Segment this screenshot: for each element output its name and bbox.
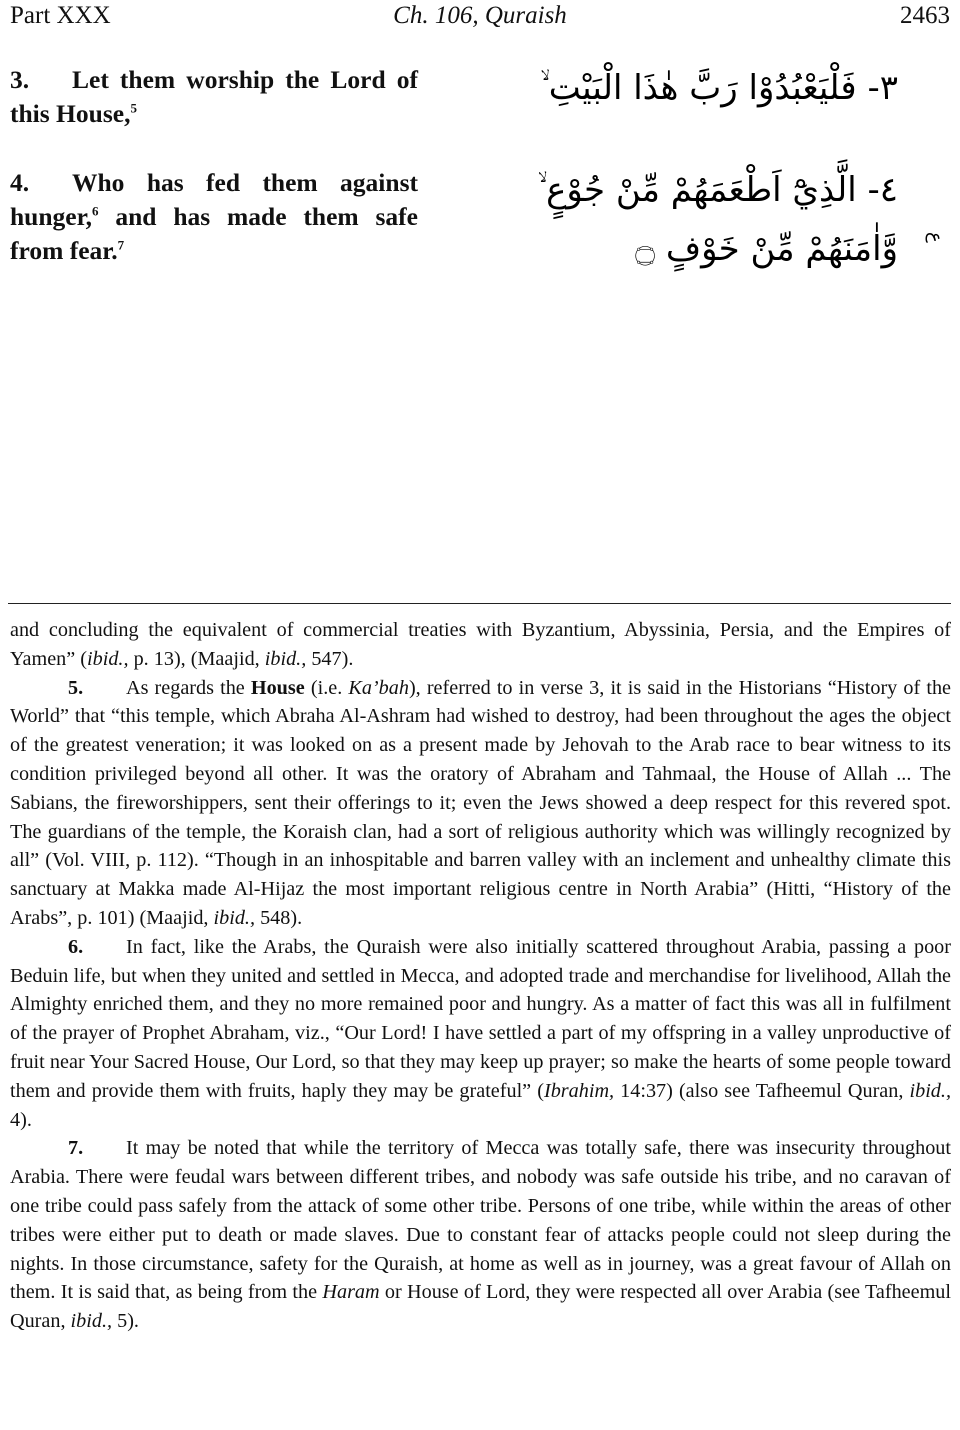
text: 4). — [10, 1108, 32, 1131]
verse-4-translation — [10, 166, 418, 268]
footnote-divider — [8, 603, 951, 604]
text: (i.e. — [304, 676, 349, 699]
text: House — [250, 676, 305, 699]
footnote-number: 6. — [68, 935, 84, 958]
footnote-ref: 7 — [117, 237, 125, 253]
text: ibid., — [264, 647, 307, 670]
text: ibid., — [213, 906, 256, 929]
text: Ibrahim, — [543, 1079, 615, 1102]
text: ibid., — [87, 647, 129, 670]
verse-number: 3. — [10, 65, 30, 94]
text: 547). — [306, 647, 354, 670]
verse-text: Who has fed them against hunger, — [10, 168, 418, 231]
footnote-5 — [10, 674, 951, 933]
text: p. 13), (Maajid, — [128, 647, 265, 670]
verse-text: and has made them safe from fear. — [10, 202, 418, 265]
footnote-ref: 5 — [130, 100, 137, 116]
text: ibid., — [70, 1310, 113, 1333]
footnote-continuation — [10, 616, 951, 674]
part-label: Part XXX — [10, 2, 111, 29]
footnote-number: 5. — [68, 676, 84, 699]
text: ), referred to in verse 3, it is said in the Historians “History of the World” that “this temple, which Abraha Al-Ashram had wished to destroy, had been throughout the ages the object of the greatest veneration; it was looked on as a present made by Jehovah to the Arab race to bear witness to its condition privileged beyond all other. It was the oratory of Abraham and Tahmaal, the House of Allah ... The Sabians, the fireworshippers, sent their offerings to it; even the Jews showed a deep respect for this revered spot. The guardians of the temple, the Koraish clan, had a sort of religious authority which was willingly recognized by all” (Vol. VIII, p. 112). “Though in an inhospitable and barren valley with an inclement and unhealthy climate this sanctuary at Makka made Al-Hijaz the most important religious centre in North Arabia” (Hitti, “History of the Arabs”, p. 101) (Maajid, — [10, 676, 951, 929]
page-header — [10, 2, 950, 32]
arabic-verse-3: ٣- فَلْيَعْبُدُوْا رَبَّ هٰذَا الْبَيْتِ ۙ — [540, 68, 898, 108]
text: or House of Lord, they were respected all over Arabia (see Tafheemul Quran, — [10, 1281, 951, 1333]
text: Haram — [322, 1281, 380, 1304]
text: It may be noted that while the territory of Mecca was totally safe, there was insecurity throughout Arabia. There were feudal wars between different tribes, and nobody was safe outside his tribe, and no caravan of one tribe could pass safely from the attack of some other tribe. Persons of one tribe, while within the areas of other tribes were either put to death or made slaves. Due to constant fear of attacks people could not sleep during the nights. In those circumstance, safety for the Quraish, at home as well as in journey, was a great favour of Allah on them. It is said that, as being from the — [10, 1137, 951, 1304]
verse-3-translation — [10, 63, 418, 131]
footnote-6 — [10, 933, 951, 1135]
text: ibid., — [909, 1079, 951, 1102]
text: In fact, like the Arabs, the Quraish were also initially scattered throughout Arabia, passing a poor Beduin life, but when they united and settled in Mecca, and adopted trade and merchandise for livelihood, Allah the Almighty enriched them, and they no more remained poor and hungry. As a matter of fact this was all in fulfilment of the prayer of Prophet Abraham, viz., “Our Lord! I have settled a part of my offspring in a valley unproductive of fruit near Your Sacred House, Our Lord, so that they may keep up prayer; so make the hearts of some people toward them and provide them with fruits, haply they may be grateful” ( — [10, 935, 951, 1102]
arabic-verse-4-line-2: وَّاٰمَنَهُمْ مِّنْ خَوْفٍ ۝ — [635, 229, 898, 269]
chapter-title: Ch. 106, Quraish — [393, 2, 567, 29]
footnote-number: 7. — [68, 1137, 84, 1160]
text: Ka’bah — [348, 676, 409, 699]
text: 5). — [112, 1310, 139, 1333]
arabic-verse-4-line-1: ٤- الَّذِيْٓ اَطْعَمَهُمْ مِّنْ جُوْعٍ ۙ — [537, 170, 898, 210]
verse-number: 4. — [10, 168, 30, 197]
text: 548). — [255, 906, 303, 929]
page-number: 2463 — [900, 2, 950, 29]
footnote-7 — [10, 1134, 951, 1336]
text: 14:37) (also see Tafheemul Quran, — [614, 1079, 910, 1102]
ruku-mark: ع — [925, 232, 946, 243]
text: As regards the — [126, 676, 251, 699]
text: and concluding the equivalent of commercial treaties with Byzantium, Abyssinia, Persia, and the Empires of Yamen” ( — [10, 619, 951, 670]
verse-text: Let them worship the Lord of this House, — [10, 65, 418, 128]
footnote-ref: 6 — [91, 203, 99, 219]
footnotes — [10, 616, 951, 1336]
